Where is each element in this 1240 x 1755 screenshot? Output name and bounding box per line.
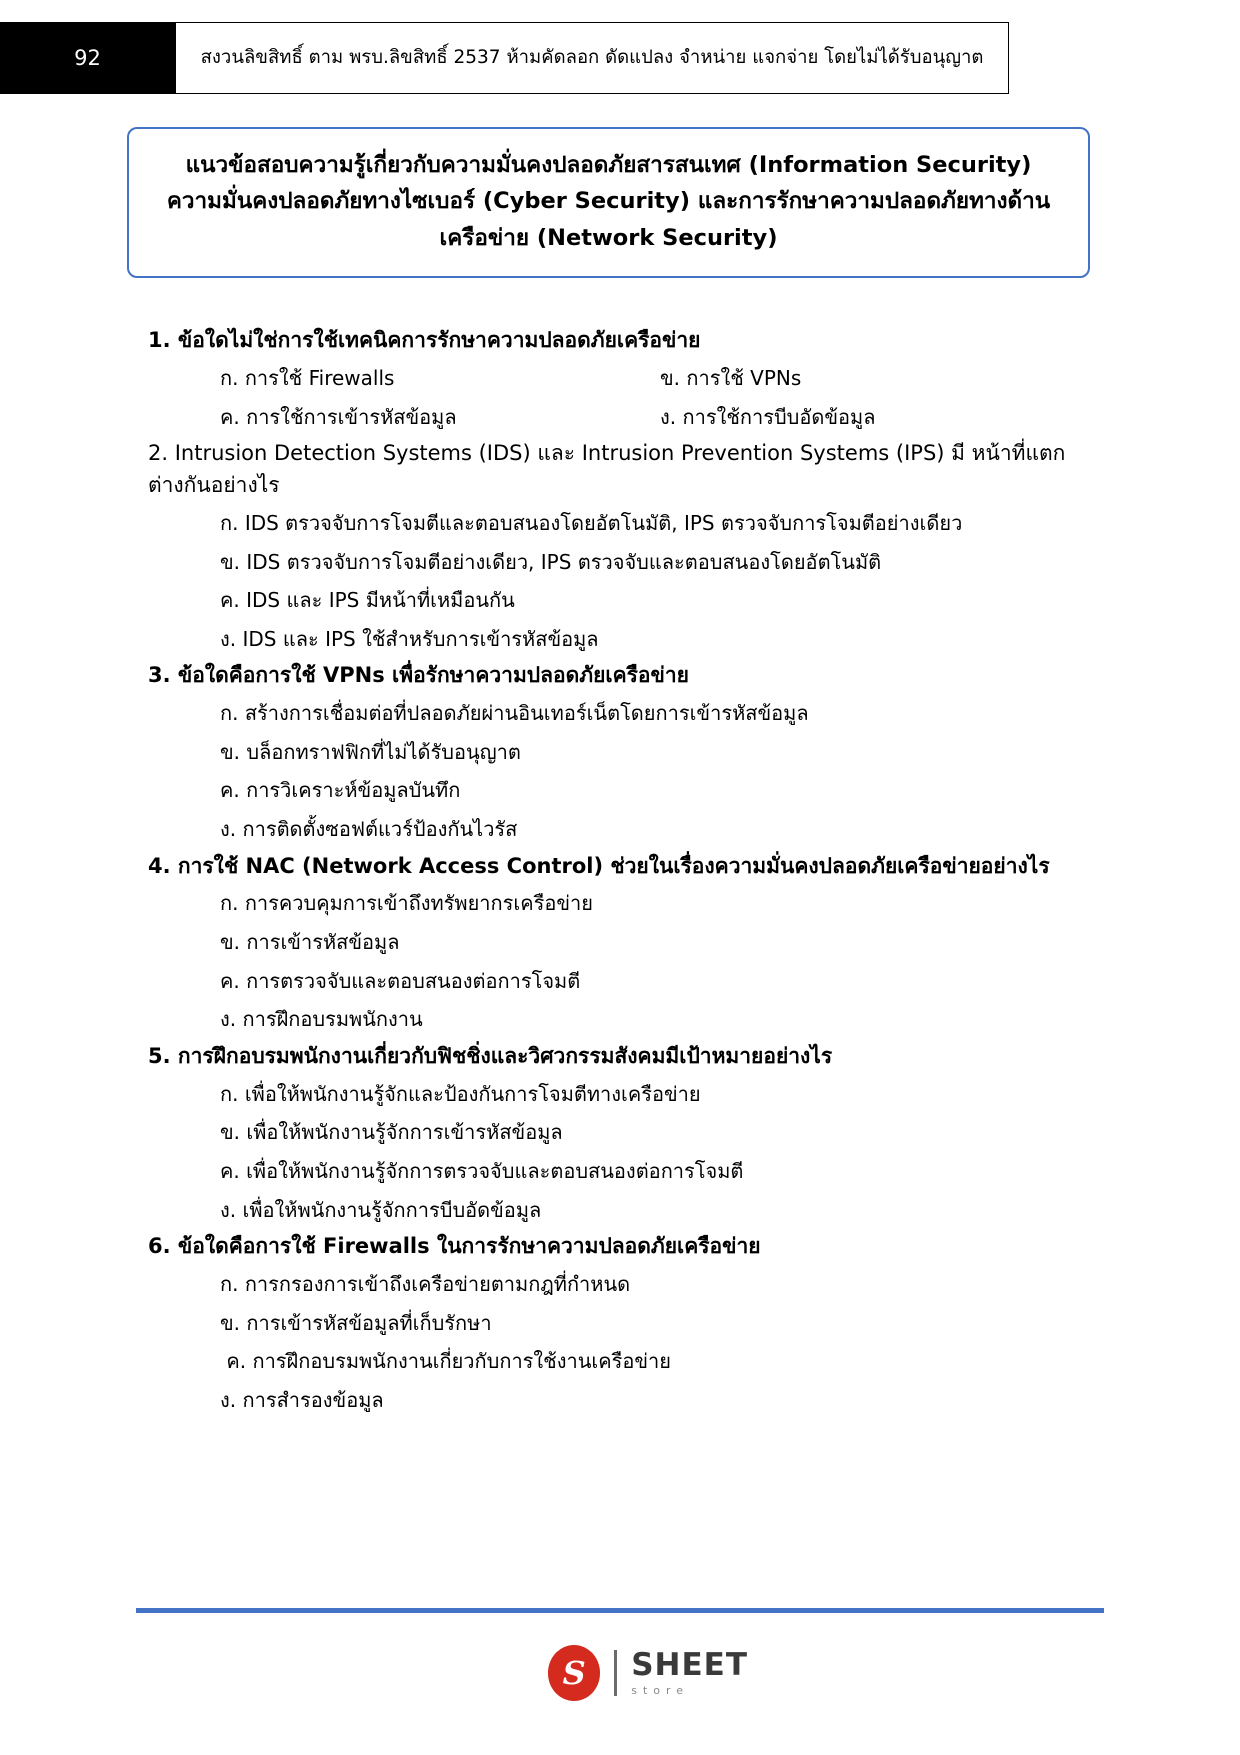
footer-divider	[136, 1608, 1104, 1613]
copyright-text: สงวนลิขสิทธิ์ ตาม พรบ.ลิขสิทธิ์ 2537 ห้ามคัดลอก ดัดแปลง จำหน่าย แจกจ่าย โดยไม่ได้รับอนุญาต	[200, 46, 984, 68]
copyright-banner	[175, 22, 1009, 94]
choice-group	[148, 359, 1098, 436]
question-list	[148, 325, 1098, 1421]
choice-option[interactable]: ข. การเข้ารหัสข้อมูล	[220, 930, 400, 955]
choice-option[interactable]: ค. IDS และ IPS มีหน้าที่เหมือนกัน	[220, 588, 515, 613]
choice-option[interactable]: ง. การใช้การบีบอัดข้อมูล	[660, 404, 876, 429]
choice-option[interactable]: ค. การใช้การเข้ารหัสข้อมูล	[220, 404, 457, 429]
choice-option[interactable]: ข. IDS ตรวจจับการโจมตีอย่างเดียว, IPS ตรวจจับและตอบสนองโดยอัตโนมัติ	[220, 549, 882, 574]
question-item	[148, 325, 1098, 436]
choice-option[interactable]: ค. การตรวจจับและตอบสนองต่อการโจมตี	[220, 968, 581, 993]
page-header	[0, 22, 1010, 94]
choice-option[interactable]: ข. การเข้ารหัสข้อมูลที่เก็บรักษา	[220, 1310, 492, 1335]
question-item	[148, 438, 1098, 658]
question-text: 2. Intrusion Detection Systems (IDS) และ Intrusion Prevention Systems (IPS) มี หน้าที่แตกต่างกันอย่างไร	[148, 441, 1066, 497]
choice-group	[148, 1075, 1098, 1229]
choice-option[interactable]: ค. การฝึกอบรมพนักงานเกี่ยวกับการใช้งานเครือข่าย	[220, 1349, 672, 1374]
choice-option[interactable]: ก. IDS ตรวจจับการโจมตีและตอบสนองโดยอัตโนมัติ, IPS ตรวจจับการโจมตีอย่างเดียว	[220, 510, 963, 535]
document-title-box	[127, 127, 1090, 278]
brand-subtitle: store	[631, 1684, 690, 1697]
logo-divider	[614, 1650, 617, 1696]
logo-wordmark	[631, 1647, 748, 1697]
choice-option[interactable]: ง. การติดตั้งซอฟต์แวร์ป้องกันไวรัส	[220, 816, 518, 841]
question-item	[148, 1041, 1098, 1229]
choice-option[interactable]: ก. การใช้ Firewalls	[220, 365, 395, 390]
choice-option[interactable]: ก. สร้างการเชื่อมต่อที่ปลอดภัยผ่านอินเทอร์เน็ตโดยการเข้ารหัสข้อมูล	[220, 701, 809, 726]
page-title: แนวข้อสอบความรู้เกี่ยวกับความมั่นคงปลอดภัยสารสนเทศ (Information Security) ความมั่นคงปลอดภัยทางไซเบอร์ (Cyber Security) และการรักษาความปลอดภัยทางด้านเครือข่าย (Network Security)	[166, 152, 1051, 251]
question-item	[148, 660, 1098, 848]
choice-option[interactable]: ง. การฝึกอบรมพนักงาน	[220, 1007, 423, 1032]
question-text: 1. ข้อใดไม่ใช่การใช้เทคนิคการรักษาความปลอดภัยเครือข่าย	[148, 328, 701, 352]
choice-option[interactable]: ก. การกรองการเข้าถึงเครือข่ายตามกฎที่กำหนด	[220, 1272, 631, 1297]
choice-group	[148, 1265, 1098, 1419]
choice-option[interactable]: ค. เพื่อให้พนักงานรู้จักการตรวจจับและตอบสนองต่อการโจมตี	[220, 1158, 744, 1183]
choice-option[interactable]: ก. เพื่อให้พนักงานรู้จักและป้องกันการโจมตีทางเครือข่าย	[220, 1081, 701, 1106]
choice-option[interactable]: ง. IDS และ IPS ใช้สำหรับการเข้ารหัสข้อมูล	[220, 626, 599, 651]
sheet-store-logo-icon: S	[548, 1645, 600, 1701]
question-item	[148, 851, 1098, 1039]
question-text: 3. ข้อใดคือการใช้ VPNs เพื่อรักษาความปลอดภัยเครือข่าย	[148, 663, 689, 688]
choice-option[interactable]: ค. การวิเคราะห์ข้อมูลบันทึก	[220, 778, 461, 803]
choice-group	[148, 694, 1098, 848]
question-text: 5. การฝึกอบรมพนักงานเกี่ยวกับฟิชชิ่งและวิศวกรรมสังคมมีเป้าหมายอย่างไร	[148, 1043, 833, 1068]
choice-group	[148, 884, 1098, 1038]
question-text: 6. ข้อใดคือการใช้ Firewalls ในการรักษาความปลอดภัยเครือข่าย	[148, 1234, 761, 1259]
footer-logo	[548, 1640, 748, 1706]
choice-option[interactable]: ก. การควบคุมการเข้าถึงทรัพยากรเครือข่าย	[220, 891, 593, 916]
question-text: 4. การใช้ NAC (Network Access Control) ช่วยในเรื่องความมั่นคงปลอดภัยเครือข่ายอย่างไร	[148, 853, 1050, 878]
brand-name: SHEET	[631, 1647, 748, 1683]
choice-option[interactable]: ข. บล็อกทราฟฟิกที่ไม่ได้รับอนุญาต	[220, 739, 521, 764]
choice-group	[148, 504, 1098, 658]
choice-option[interactable]: ง. การสำรองข้อมูล	[220, 1387, 384, 1412]
page-number: 92	[0, 22, 175, 94]
choice-option[interactable]: ข. เพื่อให้พนักงานรู้จักการเข้ารหัสข้อมูล	[220, 1120, 563, 1145]
choice-option[interactable]: ข. การใช้ VPNs	[660, 365, 802, 390]
choice-option[interactable]: ง. เพื่อให้พนักงานรู้จักการบีบอัดข้อมูล	[220, 1197, 542, 1222]
question-item	[148, 1231, 1098, 1419]
